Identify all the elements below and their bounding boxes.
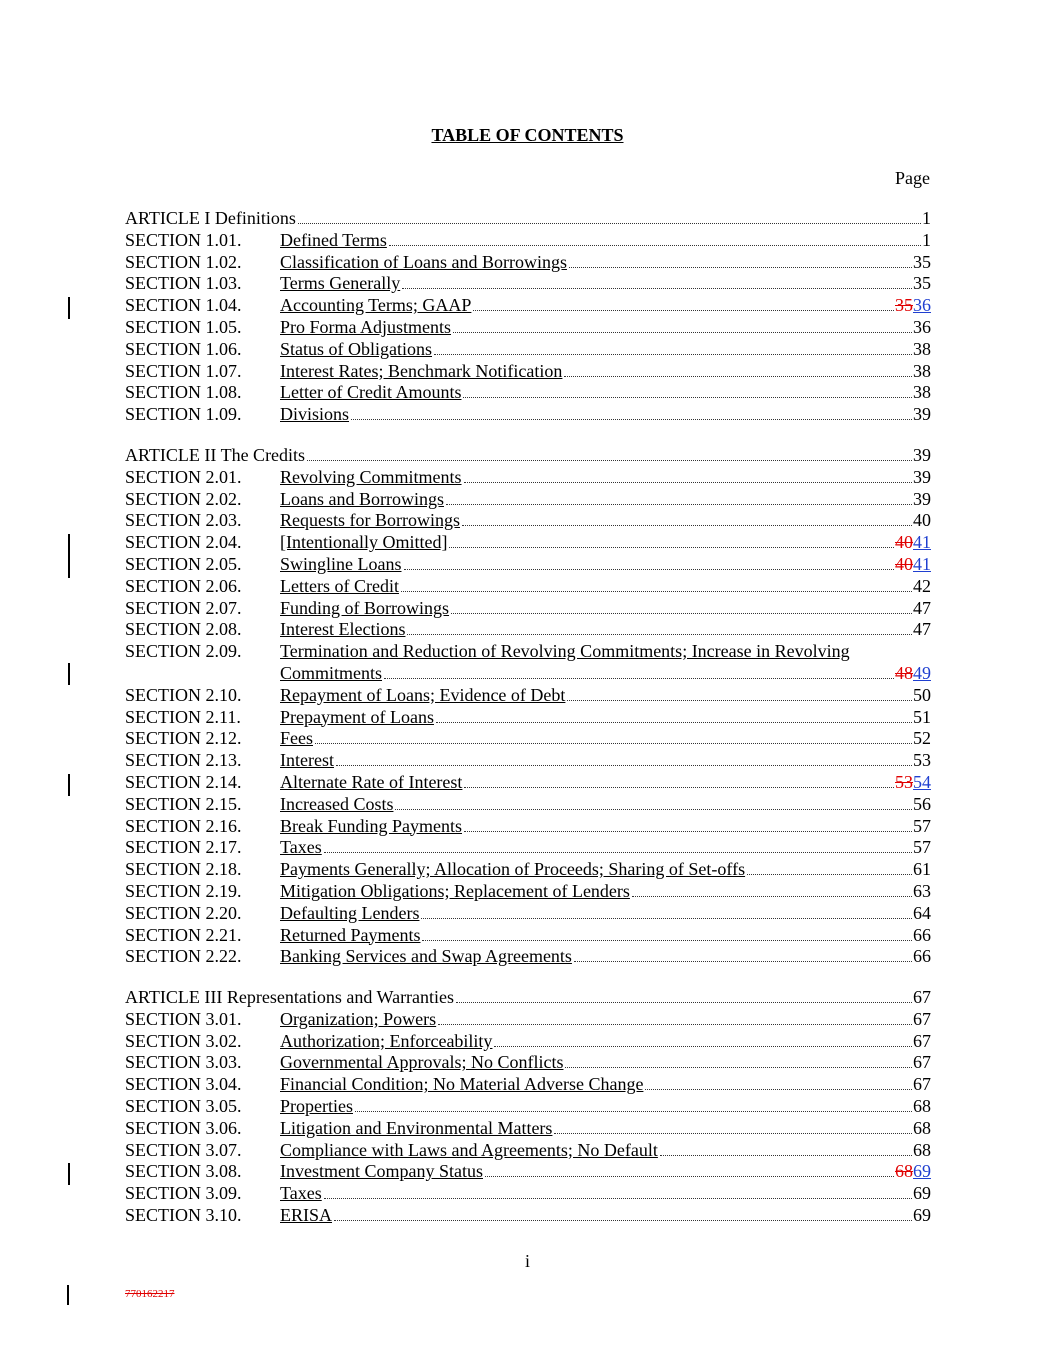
toc-section-row[interactable] [125,295,931,317]
section-number: SECTION 2.14. [125,771,242,792]
section-title-link[interactable]: Increased Costs [280,793,394,814]
dot-leader [453,332,912,333]
section-number: SECTION 3.10. [125,1205,242,1226]
toc-page-number: 50 [913,684,931,705]
toc-page-number: 1 [922,208,931,228]
toc-page-number: 67 [913,1074,931,1095]
dot-leader [554,1133,912,1134]
toc-page-number: 66 [913,924,931,945]
inserted-page-number: 41 [913,532,931,553]
section-number: SECTION 1.08. [125,382,242,403]
section-title-link[interactable]: Revolving Commitments [280,466,462,487]
section-title-link[interactable]: Governmental Approvals; No Conflicts [280,1052,564,1073]
toc-section-row[interactable] [125,554,931,576]
change-bar [68,774,70,796]
dot-leader [456,1002,912,1003]
dot-leader [485,1176,894,1177]
toc-page-number: 67 [913,1030,931,1051]
section-number: SECTION 2.09. [125,641,242,662]
section-number: SECTION 2.12. [125,728,242,749]
section-number: SECTION 2.04. [125,532,242,553]
toc-page-number: 38 [913,360,931,381]
section-number: SECTION 2.16. [125,815,242,836]
section-number: SECTION 2.11. [125,706,241,727]
toc-page-number [895,772,931,794]
toc-section-row[interactable] [125,728,931,750]
dot-leader [407,634,912,635]
toc-section-row[interactable] [125,946,931,968]
toc-page-number: 35 [913,273,931,294]
dot-leader [446,504,912,505]
section-title-link[interactable]: Swingline Loans [280,553,402,574]
toc-page-number: 47 [913,619,931,640]
section-title-link[interactable]: Authorization; Enforceability [280,1030,493,1051]
toc-section-row[interactable] [125,707,931,729]
toc-page-number: 39 [913,444,931,465]
toc-section-row[interactable] [125,273,931,295]
section-number: SECTION 3.07. [125,1139,242,1160]
dot-leader [334,1220,912,1221]
toc-page-number: 56 [913,793,931,814]
dot-leader [384,678,894,679]
section-number: SECTION 1.06. [125,338,242,359]
section-number: SECTION 2.18. [125,859,242,880]
section-title-link[interactable]: Banking Services and Swap Agreements [280,946,572,967]
toc-heading: TABLE OF CONTENTS [431,125,624,145]
dot-leader [298,223,921,224]
dot-leader [402,288,912,289]
toc-section-row[interactable] [125,1096,931,1118]
section-number: SECTION 2.06. [125,575,242,596]
section-number: SECTION 1.03. [125,273,242,294]
section-title-link[interactable]: Investment Company Status [280,1161,483,1182]
section-number: SECTION 2.21. [125,924,242,945]
toc-page-number [895,1161,931,1183]
toc-section-row[interactable] [125,1031,931,1053]
dot-leader [564,376,912,377]
toc-section-row[interactable] [125,489,931,511]
toc-page-number: 51 [913,706,931,727]
section-number: SECTION 2.10. [125,684,242,705]
toc-section-row[interactable] [125,510,931,532]
dot-leader [451,613,912,614]
dot-leader [315,743,912,744]
toc-section-row[interactable] [125,772,931,794]
dot-leader [567,700,912,701]
toc-section-row[interactable] [125,1183,931,1205]
section-title-link[interactable]: Interest [280,750,334,771]
page-number: i [524,1251,530,1271]
section-number: SECTION 2.01. [125,466,242,487]
change-bar [68,534,70,556]
toc-page-number: 57 [913,815,931,836]
dot-leader [494,1046,912,1047]
dot-leader [473,310,894,311]
toc-page-number: 52 [913,728,931,749]
deleted-page-number: 68 [895,1161,913,1182]
dot-leader [574,961,912,962]
toc-section-row[interactable] [125,794,931,816]
section-number: SECTION 1.01. [125,229,242,250]
toc-section-row[interactable] [125,1074,931,1096]
section-title-link[interactable]: Returned Payments [280,924,421,945]
dot-leader [421,918,912,919]
toc-section-row[interactable] [125,532,931,554]
section-number: SECTION 2.20. [125,902,242,923]
section-title-link[interactable]: Organization; Powers [280,1008,437,1029]
toc-section-row[interactable] [125,404,931,426]
toc-page-number: 68 [913,1117,931,1138]
dot-leader [747,874,912,875]
toc-section-row[interactable] [125,1161,931,1183]
article-title[interactable]: ARTICLE III Representations and Warranties [125,987,455,1008]
dot-leader [336,765,912,766]
toc-page-number: 69 [913,1183,931,1204]
toc-section-row[interactable] [125,230,931,252]
toc-section-row[interactable] [125,641,931,685]
toc-section-row[interactable] [125,837,931,859]
toc-section-row[interactable] [125,1118,931,1140]
deleted-page-number: 48 [895,662,913,683]
toc-page-number: 69 [913,1205,931,1226]
section-title-link[interactable]: Taxes [280,837,322,858]
dot-leader [324,852,912,853]
section-title-link[interactable]: Defaulting Lenders [280,902,420,923]
change-bar [68,556,70,578]
section-number: SECTION 1.04. [125,295,242,316]
dot-leader [434,354,912,355]
page-column-label: Page [895,168,930,188]
article-title[interactable]: ARTICLE I Definitions [125,208,296,228]
toc-section-row[interactable] [125,1009,931,1031]
toc-section-row[interactable] [125,467,931,489]
inserted-page-number: 41 [913,553,931,574]
deleted-page-number: 35 [895,295,913,316]
toc-section-row[interactable] [125,903,931,925]
toc-section-row[interactable] [125,925,931,947]
section-title-link[interactable]: Loans and Borrowings [280,488,444,509]
section-title-link[interactable]: Interest Elections [280,619,406,640]
toc-section-row[interactable] [125,382,931,404]
toc-page-number: 1 [922,229,931,250]
dot-leader [436,722,912,723]
dot-leader [438,1024,912,1025]
toc-page-number: 57 [913,837,931,858]
toc-page-number: 35 [913,251,931,272]
toc-page-number: 67 [913,1052,931,1073]
inserted-page-number: 36 [913,295,931,316]
section-number: SECTION 3.04. [125,1074,242,1095]
section-number: SECTION 2.19. [125,880,242,901]
section-number: SECTION 3.06. [125,1117,242,1138]
toc-page-number: 38 [913,382,931,403]
toc-page-number: 66 [913,946,931,967]
section-title-link[interactable]: Letter of Credit Amounts [280,382,462,403]
dot-leader [463,397,912,398]
deleted-page-number: 53 [895,771,913,792]
dot-leader [660,1155,912,1156]
section-number: SECTION 2.08. [125,619,242,640]
toc-page-number [895,554,931,576]
toc-section-row[interactable] [125,598,931,620]
toc-page-number: 67 [913,1008,931,1029]
toc-page-number: 39 [913,466,931,487]
section-title-link[interactable]: Fees [280,728,313,749]
section-title-link[interactable]: Classification of Loans and Borrowings [280,251,567,272]
toc-section-row[interactable] [125,339,931,361]
toc-page-number: 67 [913,987,931,1008]
section-title-link[interactable]: Divisions [280,404,350,425]
toc-page-number [895,295,931,317]
section-title-link[interactable]: Litigation and Environmental Matters [280,1117,553,1138]
section-title-link[interactable]: Mitigation Obligations; Replacement of Lenders [280,880,630,901]
toc-section-row[interactable] [125,361,931,383]
section-title-link[interactable]: ERISA [280,1205,333,1226]
toc-section-row[interactable] [125,1052,931,1074]
toc-section-row[interactable] [125,317,931,339]
article-title[interactable]: ARTICLE II The Credits [125,444,306,465]
section-title-link[interactable]: Letters of Credit [280,575,399,596]
section-title-link[interactable]: Break Funding Payments [280,815,462,836]
section-title-link[interactable]: Prepayment of Loans [280,706,434,727]
dot-leader [464,831,912,832]
dot-leader [422,940,912,941]
toc-article-row[interactable] [125,208,931,230]
section-number: SECTION 2.17. [125,837,242,858]
toc-section-row[interactable] [125,576,931,598]
toc-page-number [895,663,931,685]
dot-leader [464,787,894,788]
section-title-link[interactable]: Pro Forma Adjustments [280,316,452,337]
toc-page-number: 38 [913,338,931,359]
section-number: SECTION 3.08. [125,1161,242,1182]
toc-page-number: 39 [913,488,931,509]
toc-page-number: 68 [913,1139,931,1160]
change-bar [68,663,70,685]
section-number: SECTION 3.09. [125,1183,242,1204]
dot-leader [565,1067,912,1068]
toc-section-row[interactable] [125,859,931,881]
toc-page-number [895,532,931,554]
section-title-link[interactable]: Accounting Terms; GAAP [280,295,472,316]
toc-article-row[interactable] [125,987,931,1009]
dot-leader [395,809,912,810]
table-of-contents [125,208,931,1227]
section-number: SECTION 2.13. [125,750,242,771]
section-title-link[interactable]: Status of Obligations [280,338,432,359]
toc-page-number: 47 [913,597,931,618]
section-title-link[interactable]: Alternate Rate of Interest [280,771,463,792]
toc-section-row[interactable] [125,619,931,641]
toc-page-number: 68 [913,1096,931,1117]
toc-page-number: 63 [913,880,931,901]
dot-leader [404,569,895,570]
toc-article-row[interactable] [125,445,931,467]
dot-leader [324,1198,912,1199]
section-title-link[interactable]: Termination and Reduction of Revolving Commitments; Increase in Revolving [280,641,850,662]
section-number: SECTION 2.07. [125,597,242,618]
section-number: SECTION 1.02. [125,251,242,272]
inserted-page-number: 54 [913,771,931,792]
section-title-link[interactable]: [Intentionally Omitted] [280,532,448,553]
section-title-link[interactable]: Payments Generally; Allocation of Proceeds; Sharing of Set-offs [280,859,746,880]
inserted-page-number: 69 [913,1161,931,1182]
change-bar [67,1285,69,1305]
toc-section-row[interactable] [125,750,931,772]
toc-page-number: 42 [913,575,931,596]
toc-page-number: 39 [913,404,931,425]
section-title-link[interactable]: Taxes [280,1183,322,1204]
section-title-link[interactable]: Commitments [280,662,383,683]
dot-leader [389,245,921,246]
dot-leader [449,547,894,548]
dot-leader [464,482,912,483]
section-title-link[interactable]: Compliance with Laws and Agreements; No Default [280,1139,658,1160]
toc-section-row[interactable] [125,252,931,274]
section-title-link[interactable]: Funding of Borrowings [280,597,450,618]
dot-leader [401,591,912,592]
section-number: SECTION 3.01. [125,1008,242,1029]
section-number: SECTION 3.03. [125,1052,242,1073]
toc-section-row[interactable] [125,816,931,838]
deleted-page-number: 40 [895,532,913,553]
dot-leader [351,419,912,420]
toc-page-number: 53 [913,750,931,771]
toc-section-row[interactable] [125,1140,931,1162]
section-title-link[interactable]: Defined Terms [280,229,387,250]
toc-page-number: 64 [913,902,931,923]
section-number: SECTION 2.02. [125,488,242,509]
dot-leader [632,896,912,897]
toc-section-row[interactable] [125,1205,931,1227]
toc-page-number: 61 [913,859,931,880]
section-title-link[interactable]: Financial Condition; No Material Adverse Change [280,1074,644,1095]
section-number: SECTION 2.05. [125,553,242,574]
dot-leader [355,1111,912,1112]
toc-page-number: 40 [913,510,931,531]
section-number: SECTION 1.09. [125,404,242,425]
section-number: SECTION 1.07. [125,360,242,381]
section-title-link[interactable]: Requests for Borrowings [280,510,460,531]
section-number: SECTION 2.15. [125,793,242,814]
change-bar [68,1163,70,1185]
toc-page-number: 36 [913,316,931,337]
dot-leader [307,460,912,461]
dot-leader [462,525,912,526]
dot-leader [569,267,912,268]
document-id: 770162217 [125,1288,175,1300]
change-bar [68,297,70,319]
section-number: SECTION 1.05. [125,316,242,337]
inserted-page-number: 49 [913,662,931,683]
section-title-link[interactable]: Repayment of Loans; Evidence of Debt [280,684,566,705]
section-number: SECTION 2.22. [125,946,242,967]
toc-section-row[interactable] [125,881,931,903]
toc-section-row[interactable] [125,685,931,707]
section-title-link[interactable]: Terms Generally [280,273,401,294]
section-title-link[interactable]: Properties [280,1096,353,1117]
section-title-block [280,641,931,685]
section-title-link[interactable]: Interest Rates; Benchmark Notification [280,360,563,381]
deleted-page-number: 40 [895,553,913,574]
dot-leader [645,1089,912,1090]
section-number: SECTION 3.02. [125,1030,242,1051]
section-number: SECTION 3.05. [125,1096,242,1117]
section-number: SECTION 2.03. [125,510,242,531]
